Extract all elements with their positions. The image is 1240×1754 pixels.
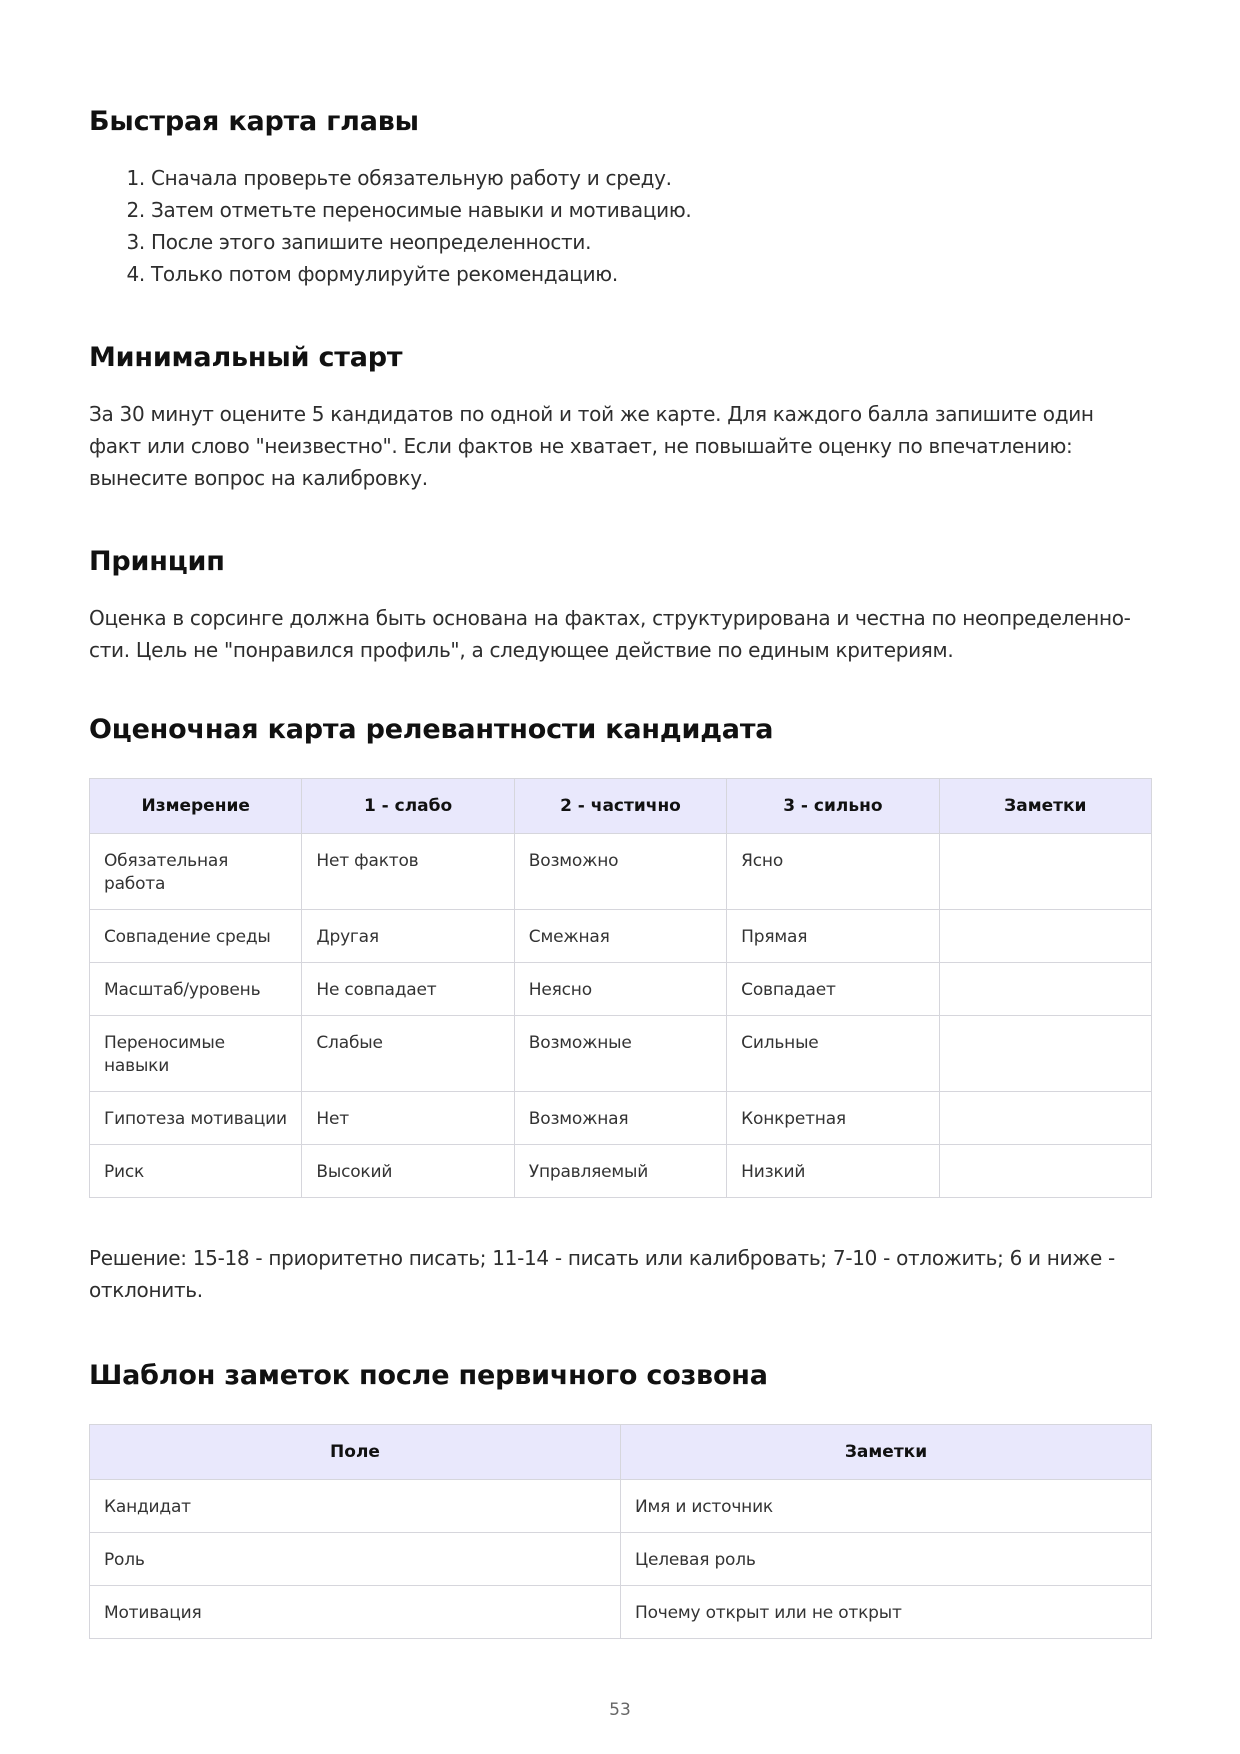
column-header: Заметки — [621, 1425, 1152, 1480]
column-header: 2 - частично — [514, 779, 726, 834]
column-header: 1 - слабо — [302, 779, 514, 834]
table-cell: Не совпадает — [302, 963, 514, 1016]
table-cell: Высокий — [302, 1145, 514, 1198]
table-header-row — [90, 1425, 1152, 1480]
table-cell — [939, 1092, 1151, 1145]
table-cell: Сильные — [727, 1016, 939, 1092]
call-template-table — [89, 1424, 1152, 1639]
chapter-map-item: 1. Сначала проверьте обязательную работу и среду. — [151, 162, 1151, 194]
table-cell: Нет фактов — [302, 834, 514, 910]
table-row — [90, 910, 1152, 963]
call-template-heading: Шаблон заметок после первичного созвона — [89, 1360, 768, 1391]
table-cell: Роль — [90, 1533, 621, 1586]
table-cell: Целевая роль — [621, 1533, 1152, 1586]
table-cell: Имя и источник — [621, 1480, 1152, 1533]
table-cell: Низкий — [727, 1145, 939, 1198]
principle-heading: Принцип — [89, 546, 225, 577]
table-cell: Переносимые навыки — [90, 1016, 302, 1092]
table-cell: Кандидат — [90, 1480, 621, 1533]
table-cell: Неясно — [514, 963, 726, 1016]
table-cell: Управляемый — [514, 1145, 726, 1198]
minimal-start-paragraph: За 30 минут оцените 5 кандидатов по одной и той же карте. Для каждого балла запишите один факт или слово "неизвестно". Если фактов не хватает, не повышайте оценку по впечатлению: вынесите вопрос на калибровку. — [89, 402, 1094, 490]
table-row — [90, 1145, 1152, 1198]
table-cell: Гипотеза мотивации — [90, 1092, 302, 1145]
table-row — [90, 1533, 1152, 1586]
table-cell: Возможная — [514, 1092, 726, 1145]
chapter-map-heading: Быстрая карта главы — [89, 106, 419, 137]
table-cell — [939, 963, 1151, 1016]
column-header: Поле — [90, 1425, 621, 1480]
table-cell: Нет — [302, 1092, 514, 1145]
table-cell — [939, 834, 1151, 910]
chapter-map-item: 2. Затем отметьте переносимые навыки и мотивацию. — [151, 194, 1151, 226]
table-cell — [939, 1016, 1151, 1092]
column-header: Заметки — [939, 779, 1151, 834]
column-header: Измерение — [90, 779, 302, 834]
chapter-map-list — [89, 162, 1151, 290]
table-row — [90, 963, 1152, 1016]
table-cell: Слабые — [302, 1016, 514, 1092]
table-cell: Конкретная — [727, 1092, 939, 1145]
table-row — [90, 1480, 1152, 1533]
table-cell: Возможные — [514, 1016, 726, 1092]
table-header-row — [90, 779, 1152, 834]
table-cell: Риск — [90, 1145, 302, 1198]
table-cell: Смежная — [514, 910, 726, 963]
table-cell: Обязательная работа — [90, 834, 302, 910]
table-cell: Ясно — [727, 834, 939, 910]
table-cell — [939, 1145, 1151, 1198]
table-cell — [939, 910, 1151, 963]
table-cell: Другая — [302, 910, 514, 963]
table-row — [90, 1016, 1152, 1092]
table-cell: Мотивация — [90, 1586, 621, 1639]
table-cell: Прямая — [727, 910, 939, 963]
table-cell: Совпадение среды — [90, 910, 302, 963]
table-cell: Масштаб/уровень — [90, 963, 302, 1016]
decision-paragraph: Решение: 15-18 - приоритетно писать; 11-14 - писать или калибровать; 7-10 - отложить; 6 и ниже - отклонить. — [89, 1246, 1115, 1302]
table-cell: Почему открыт или не открыт — [621, 1586, 1152, 1639]
table-cell: Возможно — [514, 834, 726, 910]
chapter-map-item: 4. Только потом формулируйте рекомендацию. — [151, 258, 1151, 290]
table-cell: Совпадает — [727, 963, 939, 1016]
column-header: 3 - сильно — [727, 779, 939, 834]
principle-paragraph: Оценка в сорсинге должна быть основана на фактах, структурирована и честна по неопределенности. Цель не "понравился профиль", а следующее действие по единым критериям. — [89, 606, 1131, 662]
table-row — [90, 1586, 1152, 1639]
table-row — [90, 834, 1152, 910]
scorecard-table — [89, 778, 1152, 1198]
scorecard-heading: Оценочная карта релевантности кандидата — [89, 714, 774, 745]
page-number: 53 — [609, 1700, 631, 1720]
minimal-start-heading: Минимальный старт — [89, 342, 403, 373]
chapter-map-item: 3. После этого запишите неопределенности. — [151, 226, 1151, 258]
table-row — [90, 1092, 1152, 1145]
